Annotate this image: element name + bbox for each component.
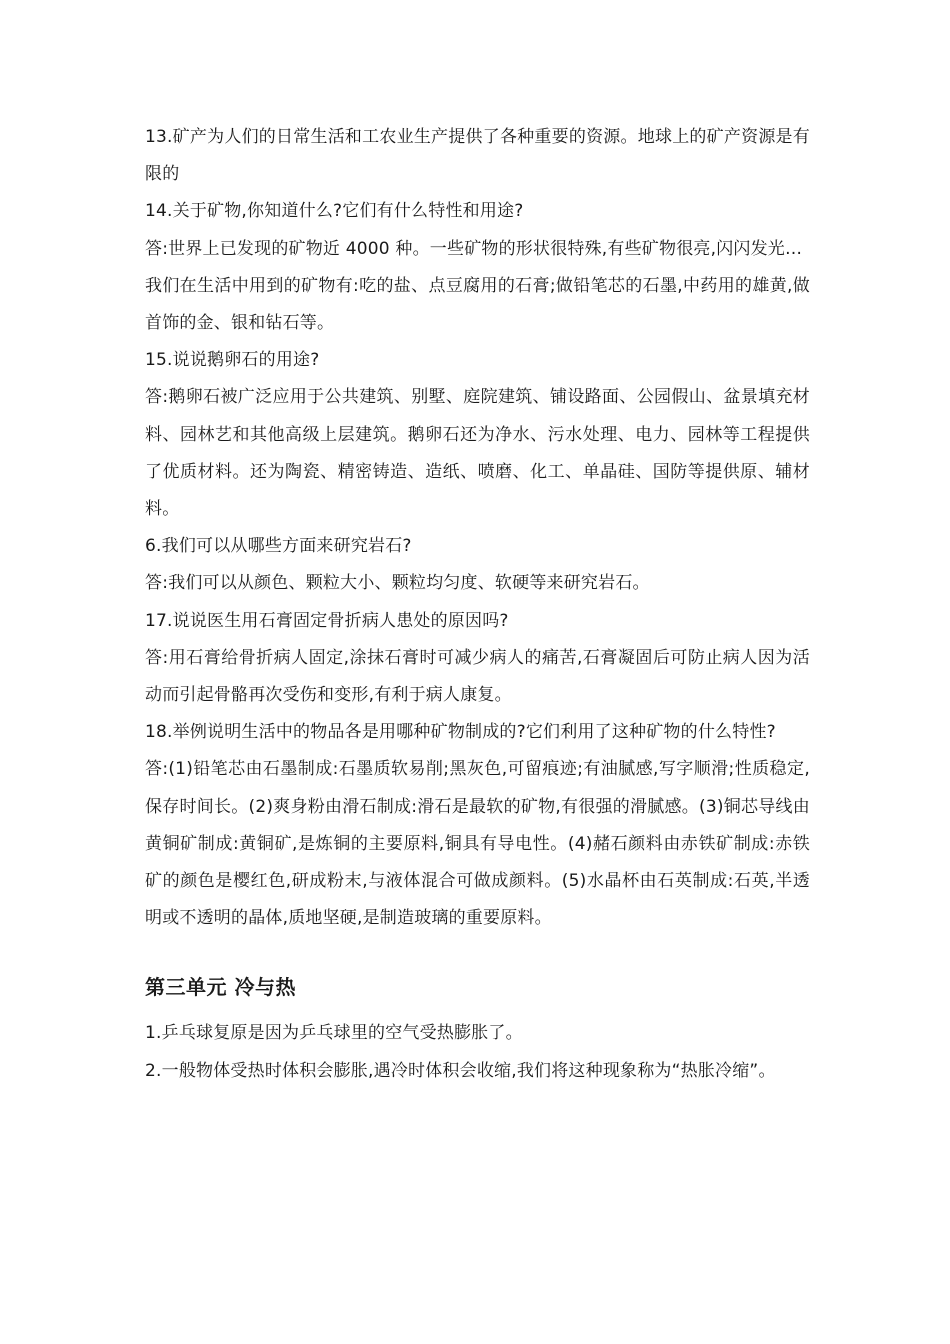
paragraph-a16: 答:我们可以从颜色、颗粒大小、颗粒均匀度、软硬等来研究岩石。: [145, 573, 650, 594]
section-title: 第三单元 冷与热: [145, 975, 296, 1000]
paragraph-q14: 14.关于矿物,你知道什么?它们有什么特性和用途?: [145, 201, 524, 222]
paragraph-a18: 答:(1)铅笔芯由石墨制成:石墨质软易削;黑灰色,可留痕迹;有油腻感,写字顺滑;性质稳定,保存时间长。(2)爽身粉由滑石制成:滑石是最软的矿物,有很强的滑腻感。(3)铜芯导线由黄铜矿制成:黄铜矿,是炼铜的主要原料,铜具有导电性。(4)赭石颜料由赤铁矿制成:赤铁矿的颜色是樱红色,研成粉末,与液体混合可做成颜料。(5)水晶杯由石英制成:石英,半透明或不透明的晶体,质地坚硬,是制造玻璃的重要原料。: [145, 759, 810, 929]
paragraph-q18: 18.举例说明生活中的物品各是用哪种矿物制成的?它们利用了这种矿物的什么特性?: [145, 722, 776, 743]
paragraph-a17: 答:用石膏给骨折病人固定,涂抹石膏时可减少病人的痛苦,石膏凝固后可防止病人因为活动而引起骨骼再次受伤和变形,有利于病人康复。: [145, 647, 810, 706]
paragraph-q16: 6.我们可以从哪些方面来研究岩石?: [145, 536, 412, 557]
paragraph-q17: 17.说说医生用石膏固定骨折病人患处的原因吗?: [145, 610, 509, 631]
paragraph-unit3-1: 1.乒乓球复原是因为乒乓球里的空气受热膨胀了。: [145, 1023, 523, 1044]
paragraph-a15: 答:鹅卵石被广泛应用于公共建筑、别墅、庭院建筑、铺设路面、公园假山、盆景填充材料、园林艺和其他高级上层建筑。鹅卵石还为净水、污水处理、电力、园林等工程提供了优质材料。还为陶瓷、精密铸造、造纸、喷磨、化工、单晶硅、国防等提供原、辅材料。: [145, 387, 810, 520]
paragraph-a14-1: 答:世界上已发现的矿物近 4000 种。一些矿物的形状很特殊,有些矿物很亮,闪闪发光…: [145, 238, 803, 259]
document-content: [145, 119, 810, 1090]
paragraph-a14-2: 我们在生活中用到的矿物有:吃的盐、点豆腐用的石膏;做铅笔芯的石墨,中药用的雄黄,做首饰的金、银和钻石等。: [145, 275, 810, 334]
paragraph-q13: 13.矿产为人们的日常生活和工农业生产提供了各种重要的资源。地球上的矿产资源是有限的: [145, 127, 810, 185]
paragraph-q15: 15.说说鹅卵石的用途?: [145, 350, 320, 371]
paragraph-unit3-2: 2.一般物体受热时体积会膨胀,遇冷时体积会收缩,我们将这种现象称为“热胀冷缩”。: [145, 1060, 776, 1081]
